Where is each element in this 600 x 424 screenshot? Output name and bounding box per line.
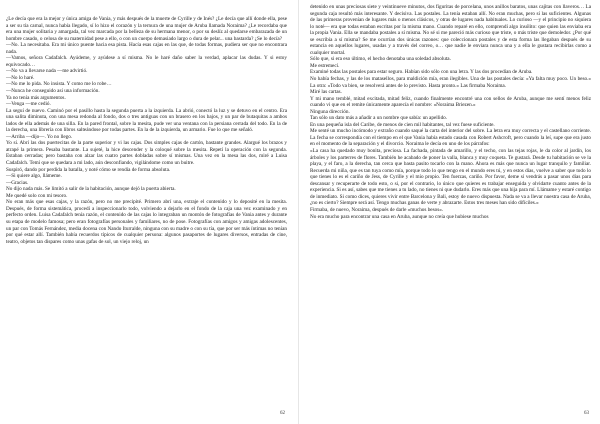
- paragraph: Tan sólo un dato más a añadir a un nombre que sabía: un apellido.: [310, 115, 448, 122]
- paragraph: —Gracias.: [6, 179, 29, 186]
- right-page-text: [310, 4, 591, 220]
- paragraph: No había fechas, y las de los matasellos, para maldición mía, eran ilegibles. Una de las postales decía: «Ya falta muy poco. Un beso.» La otra: «Todo va bien, se resolverá antes de lo previsto. Hasta pronto.» Las firmaba Noraima.: [310, 76, 591, 89]
- paragraph: Suspiró, dando por perdida la batalla, y noté cómo se rendía de forma absoluta.: [6, 166, 171, 173]
- paragraph: «La casa ha quedado muy bonita, preciosa. La fachada, pintada de amarillo, y el techo, con las tejas rojas, le da color al jardín, los árboles y los parterres de flores. También he acabado de poner la valla, blanca y muy coqueta. Te gustará. Desde tu habitación se ve la playa, y el faro, a la derecha, tan cerca que basta pasito tocarlo con la mano. Ahora es más que nunca un lugar tranquilo y familiar. Recuerda mi niña, que es tan tuya como mía, porque todo lo que tengo en el mundo eres tú, y en estos días, vuelve a saber que todo lo que tienes lo es el cariño de Jess, de Cyrille y el mío propio. Ten fuerzas, cariño. Por favor, deme sí vendrás a pasar unos días para descansar y recuperarte de todo esto, o si, por el contrario, lo único que quieres es trabajar enseguida y olvidarte cuanto antes de la experiencia. Si es así, sabes que me tienes a tu lado, no tienes ni que dudarlo. Eres más que una hija para mí. Llámame y estaré contigo de inmediato. Si como dices, quieres vivir entre Barcelona y Bali, estoy de nuevo dispuesta. Nada se va a llevar nuestra casa de Aruba, ¿no es cierto? Siempre será así. Tengo muchas ganas de verte y abrazarte. Estos tres meses han sido difíciles.»: [310, 148, 591, 207]
- right-page: [304, 0, 597, 424]
- paragraph: Y mi mano temblé, mitad excitada, mitad feliz, cuando finalmente encontré una con sellos de Aruba, aunque me sentí menos feliz cuando vi que en el remite únicamente aparecía el nombre: «Noraima Briezen.»: [310, 95, 591, 109]
- paragraph: Ninguna dirección.: [310, 108, 350, 115]
- paragraph: Ya no tenía más argumentos.: [6, 94, 66, 101]
- left-page: [0, 0, 293, 424]
- paragraph: Me quedé solo con mi tesoro.: [6, 192, 68, 199]
- paragraph: Me senté un mucho incómodo y extraño cuando saqué la carta del interior del sobre. La letra era muy correcta y el castellano corriente. La fecha se correspondía con el tiempo en el que Vania había estado casada con Robert Ashcroft, pero cuando la leí, supe que era justo en el momento de la separación y el divorcio. Noraima le decía en uno de los párrafos:: [310, 128, 591, 148]
- paragraph: ¿Le decía que era la mejor y única amiga de Vania, y más después de la muerte de Cyrille y de Inés? ¿Le decía que allí donde ella, pese a ser su tía carnal, nunca había llegado, sí lo hizo el corazón y la ternura de una mujer de Aruba llamada Noraima? ¿Le recordaba que era una mujer solitaria y amargada, tal vez marcada por la belleza de su hermana menor, o por su deslíz al quedarse embarazada de un hombre casado, o celosa de su maternidad pese a ello, o con un cuerpo demasiado largo o dura de pelar... una bastarda? ¿Se lo decía?: [6, 16, 287, 42]
- paragraph: Examiné todas las postales para estar seguro. Habían sido sólo con una letra. Y las dos procedían de Aruba.: [310, 69, 533, 76]
- paragraph: No era mucho para encontrar una casa en Aruba, aunque no creía que hubiese muchos: [310, 213, 489, 220]
- paragraph: Yo sí. Abrí las dos puertecitas de la parte superior y vi las cajas. Dos simples cajas de cartón, bastante grandes. Alargué los brazos y atrapé la primera. Pesaba bastante. La sujeté, la hice descender y la coloqué sobre la mesita. Repetí la operación con la segunda. Estaban cerradas; pero bastaba con alzar las cuatro partes dobladas sobre sí mismas. Una vez en la mesa las dos, miré a Luisa Cadafalch. Temí que se quedara a mi lado, aún desconfiando, vigilándome como un buitre.: [6, 140, 287, 167]
- paragraph: —Nunca he conseguido así una información.: [6, 88, 100, 95]
- paragraph: En una pequeña isla del Caribe, de menos de cien mil habitantes, tal vez fuese suficiente.: [310, 121, 495, 128]
- paragraph: —No va a llevarse nada —me advirtió.: [6, 68, 88, 75]
- paragraph: —Arriba —dijo—. Yo no llego.: [6, 133, 73, 140]
- right-page-number: 63: [584, 411, 589, 416]
- paragraph: No dijo nada más. Se limitó a salir de la habitación, aunque dejó la puerta abierta.: [6, 186, 176, 193]
- paragraph: Firmaba, de nuevo, Noraima, después de darle «muchos besos».: [310, 206, 444, 213]
- left-page-text: [6, 16, 287, 245]
- paragraph: Sólo que, si era eso último, el hecho denotaba una soledad absoluta.: [310, 56, 451, 63]
- paragraph: La seguí de nuevo. Caminó por el pasillo hasta la segunda puerta a la izquierda. La abrió, conectó la luz y se detuvo en el centro. Era una salita diminuta, con una mesa redonda al fondo, dos o tres antiguas con un brasero en los bajos, y un par de butaquitas a ambos lados de ella además de una silla. En la pared frontal, sobre la mesita, pude ver una ventana con la persiana cerrada del todo. En la de la derecha, una librería con libros salteándose por todas partes. En la de la izquierda, un armario. Fue lo que me señaló.: [6, 107, 287, 134]
- left-page-number: 62: [280, 411, 285, 416]
- page-gutter: [298, 0, 299, 424]
- paragraph: Miré las cartas.: [310, 89, 342, 96]
- paragraph: —Vamos, señora Cadafalch. Ayúdeme, y ayúdese a sí misma. No le haré daño saber la verdad, aplacar las dudas. Y si estoy equivocado…: [6, 55, 287, 68]
- paragraph: No eran más que esas cajas, y la razón, pero no me precipité. Primero abrí una, extraje el contenido y lo deposité en la mesita. Después, de forma sistemática, procedí a inspeccionarlo todo, volviendo a dejarlo en el fondo de la caja una vez examinado y en perfecto orden. Luisa Cadafalch tenía razón, el contenido de las cajas lo integraban un montón de fotografías de Vania antes y durante su etapa de modelo famosa; pero eran fotografías personales y familiares, no de pose. Fotografías con amigos y amigas adolescentes, un par con Tomás Fernández, media docena con Nando Iturralde, ninguna con su madre o con su tía, que por ser más íntimas no tenían por qué estar allí. También había recuerdos típicos de cualquier persona: algunos pasaportes de lugares diversos, entradas de cine, teatro, objetos tan dispares como unas gafas de sol, un viejo reloj, un: [6, 199, 287, 245]
- paragraph: Me estremecí.: [310, 62, 340, 69]
- paragraph: —No. La necesitaba. Era mi único puente hacia esa pista. Hacía esas cajas en las que, de todas formas, pudiera ser que no encontrara nada.: [6, 42, 287, 55]
- paragraph: —Venga —me cedió.: [6, 101, 51, 108]
- paragraph: —No lo haré.: [6, 74, 35, 81]
- paragraph: detenido en unas preciosas siete y veintinueve minutos, dos figuritas de porcelana, unos anillos baratos, unas cajitas con llaveros… La segunda caja resultó más interesante. Y decisiva. Las postales. La tenía estaban allí. No eran muchas, pero sí las suficientes. Algunas de las primeras provenían de lugares más o menos clásicos, y otras de lugares nada habituales. Lo curioso —y el principio no siquiera lo noté— era que todas estaban escritas por la misma mano. Cuando reparé en ello, comprendí algo insólito: que quien las enviaba era la propia Vania. Ella se mandaba postales a sí misma. No sé si me pareció más curioso que triste, o más triste que demoledor. ¿Por qué se escribía a sí misma? Se me ocurrían dos únicas razones: que coleccionara postales y de esta forma las llegaban después de su estancia en aquellos lugares, usadas y a través del correo, o… que nadie le enviara nunca una y a ella le gustara recibirlas como a cualquier mortal.: [310, 4, 591, 56]
- paragraph: —Si quiere algo, llámeme.: [6, 173, 62, 180]
- paragraph: —No me lo pida. No insista. Y como me lo robe…: [6, 81, 112, 88]
